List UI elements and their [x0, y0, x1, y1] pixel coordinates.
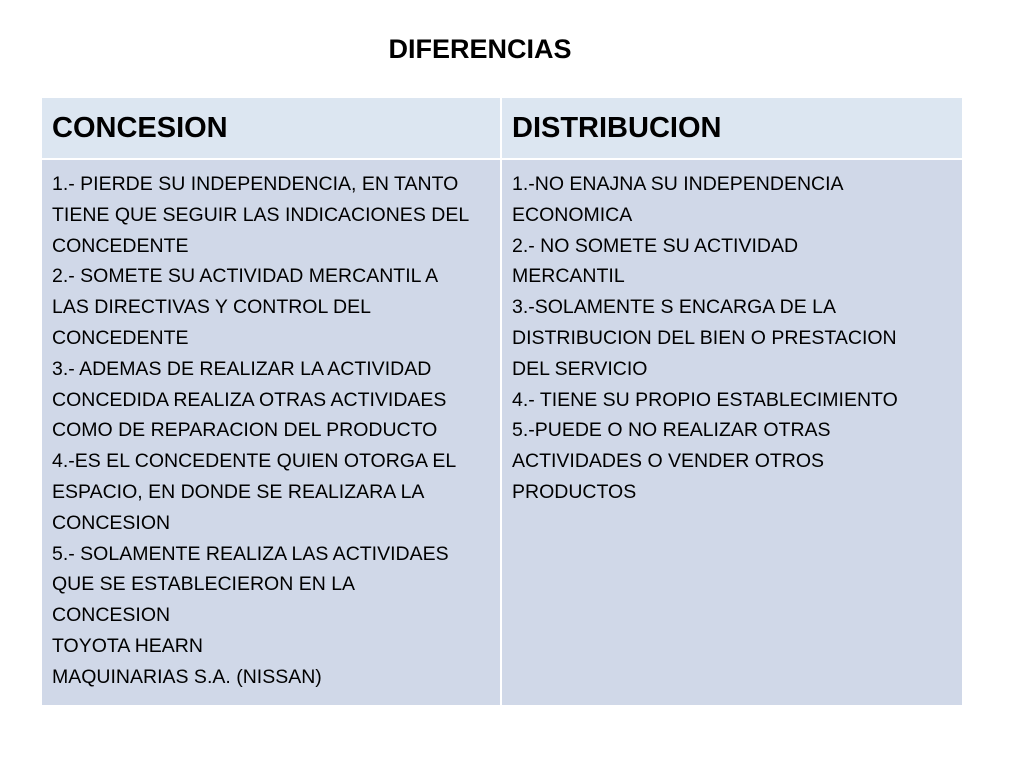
concesion-line: CONCEDENTE: [52, 234, 189, 257]
distribucion-cell: [501, 159, 963, 706]
distribucion-line: 4.- TIENE SU PROPIO ESTABLECIMIENTO: [512, 388, 898, 411]
distribucion-line: ECONOMICA: [512, 203, 633, 226]
header-distribucion: DISTRIBUCION: [501, 97, 963, 159]
distribucion-line: PRODUCTOS: [512, 480, 637, 503]
concesion-line: LAS DIRECTIVAS Y CONTROL DEL: [52, 296, 371, 319]
distribucion-line: MERCANTIL: [512, 265, 625, 288]
comparison-table: [40, 96, 964, 707]
distribucion-line: 2.- NO SOMETE SU ACTIVIDAD: [512, 234, 799, 257]
concesion-line: QUE SE ESTABLECIERON EN LA: [52, 573, 356, 596]
concesion-line: MAQUINARIAS S.A. (NISSAN): [52, 665, 322, 688]
concesion-line: 5.- SOLAMENTE REALIZA LAS ACTIVIDAES: [52, 542, 449, 565]
distribucion-line: ACTIVIDADES O VENDER OTROS: [512, 450, 825, 473]
header-concesion: CONCESION: [41, 97, 501, 159]
distribucion-line: 5.-PUEDE O NO REALIZAR OTRAS: [512, 419, 831, 442]
concesion-line: ESPACIO, EN DONDE SE REALIZARA LA: [52, 480, 425, 503]
concesion-line: TOYOTA HEARN: [52, 634, 203, 657]
table-header-row: [41, 97, 963, 159]
distribucion-line: 1.-NO ENAJNA SU INDEPENDENCIA: [512, 173, 844, 195]
concesion-line: 4.-ES EL CONCEDENTE QUIEN OTORGA EL: [52, 450, 457, 473]
distribucion-line: 3.-SOLAMENTE S ENCARGA DE LA: [512, 296, 837, 319]
table-body-row: [41, 159, 963, 706]
distribucion-line: DISTRIBUCION DEL BIEN O PRESTACION: [512, 326, 897, 349]
concesion-line: CONCEDENTE: [52, 326, 189, 349]
concesion-line: 3.- ADEMAS DE REALIZAR LA ACTIVIDAD: [52, 357, 432, 380]
concesion-line: 1.- PIERDE SU INDEPENDENCIA, EN TANTO: [52, 173, 459, 195]
slide-title: DIFERENCIAS: [388, 34, 572, 64]
concesion-line: CONCEDIDA REALIZA OTRAS ACTIVIDAES: [52, 388, 447, 411]
concesion-cell: [41, 159, 501, 706]
concesion-line: CONCESION: [52, 604, 171, 627]
concesion-line: CONCESION: [52, 511, 171, 534]
concesion-line: COMO DE REPARACION DEL PRODUCTO: [52, 419, 438, 442]
concesion-line: 2.- SOMETE SU ACTIVIDAD MERCANTIL A: [52, 265, 439, 288]
distribucion-line: DEL SERVICIO: [512, 357, 648, 380]
concesion-line: TIENE QUE SEGUIR LAS INDICACIONES DEL: [52, 203, 470, 226]
